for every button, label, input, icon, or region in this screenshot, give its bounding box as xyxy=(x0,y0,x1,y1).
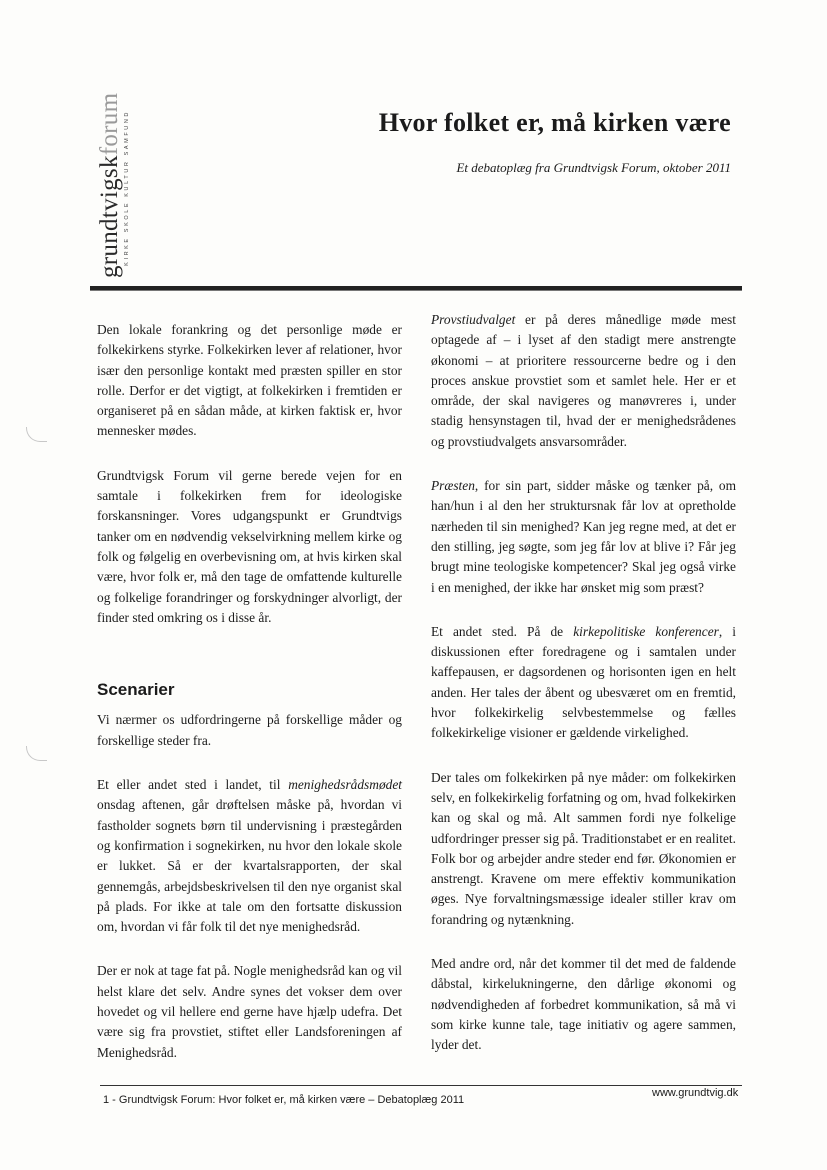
paragraph: Et andet sted. På de kirkepolitiske konferencer, i diskussionen efter foredragene og i samtalen under kaffepausen, er dagsordenen og horisonten igen en helt anden. Her tales der åbent og ubesværet om en fremtid, hvor folkekirkelig selvbestemmelse og fælles folkekirkelige visioner er gældende virkelighed. xyxy=(431,623,736,741)
header-divider xyxy=(90,286,742,291)
paragraph: Præsten, for sin part, sidder måske og tænker på, om han/hun i al den her struktursnak får lov at opretholde nærheden til sin menighed? Kan jeg regne med, at det er den stilling, jeg søgte, som jeg får lov at blive i? Får jeg brugt mine teologiske kompetencer? Skal jeg også virke i en menighed, der ikke har ønsket mig som præst? xyxy=(431,478,736,595)
emphasis-text: Provstiudvalget xyxy=(431,312,516,327)
paragraph: Med andre ord, når det kommer til det med de faldende dåbstal, kirkelukningerne, den dårlige økonomi og nødvendigheden af forbedret kommunikation, så må vi som kirke kunne tale, tage initiativ og agere sammen, lyder det. xyxy=(431,956,736,1053)
logo-wordmark xyxy=(96,92,126,278)
punch-hole-mark xyxy=(26,427,47,442)
paragraph: Vi nærmer os udfordringerne på forskellige måder og forskellige steder fra. xyxy=(97,712,402,748)
paragraph: Grundtvigsk Forum vil gerne berede vejen for en samtale i folkekirken frem for ideologiske forskansninger. Vores udgangspunkt er Grundtvigs tanker om en nødvendig vekselvirkning mellem kirke og folk og følgelig en overbevisning om, at hvis kirken skal være, hvor folk er, må den tage de omfattende kulturelle og folkelige forandringer og forskydninger alvorligt, der finder sted omkring os i disse år. xyxy=(97,467,402,625)
left-column xyxy=(97,320,402,1087)
emphasis-text: kirkepolitiske konferencer xyxy=(573,623,719,639)
emphasis-text: menighedsrådsmødet xyxy=(288,777,402,793)
right-column xyxy=(431,310,736,1080)
paragraph: Den lokale forankring og det personlige møde er folkekirkens styrke. Folkekirken lever af relationer, hvor især den personlige kontakt med præsten spiller en stor rolle. Derfor er det vigtigt, at folkekirken i fremtiden er organiseret på en sådan måde, at kirken faktisk er, hvor mennesker mødes. xyxy=(97,322,402,439)
page-title: Hvor folket er, må kirken være xyxy=(378,108,731,137)
section-heading-scenarier: Scenarier xyxy=(97,680,175,700)
footer-divider xyxy=(100,1085,742,1086)
logo-forum-text: forum xyxy=(96,92,123,156)
paragraph: Der tales om folkekirken på nye måder: om folkekirken selv, en folkekirkelig forfatning og om, hvad folkekirken kan og skal og må. Alt sammen fordi nye folkelige udfordringer presser sig på. Traditionstabet er en realitet. Folk bor og arbejder andre steder end før. Økonomien er anstrengt. Kravene om mere effektiv kommunikation øges. Nye forvaltningsmæssige idealer stiller krav om forandring og nytænkning. xyxy=(431,769,736,927)
emphasis-text: Præsten xyxy=(431,478,475,494)
grundtvigsk-forum-logo xyxy=(96,92,144,278)
page-subtitle: Et debatoplæg fra Grundtvigsk Forum, oktober 2011 xyxy=(456,160,731,175)
paragraph: Der er nok at tage fat på. Nogle menighedsråd kan og vil helst klare det selv. Andre synes det vokser dem over hovedet og vil hellere end gerne have hjælp udefra. Det være sig fra provstiet, stiftet eller Landsforeningen af Menighedsråd. xyxy=(97,963,402,1060)
paragraph: Et eller andet sted i landet, til menighedsrådsmødet onsdag aftenen, går drøftelsen måske på, hvordan vi fastholder sognets børn til undervisning i præstegården og konfirmation i sognekirken, nu hvor den lokale skole er lukket. Så er der kvartalsrapporten, der skal gennemgås, arbejdsbeskrivelsen til den nye organist skal på plads. For ikke at tale om den fortsatte diskussion om, hvordan vi får folk til det nye menighedsråd. xyxy=(97,777,402,935)
logo-main-text: grundtvigsk xyxy=(96,155,123,278)
footer-website: www.grundtvig.dk xyxy=(652,1087,739,1099)
logo-tagline: KIRKE SKOLE KULTUR SAMFUND xyxy=(124,110,130,266)
paragraph: Provstiudvalget er på deres månedlige møde mest optagede af – i lyset af den stadigt mere anstrengte økonomi – at prioritere ressourcerne bedre og i den proces anskue provstiet som et samlet hele. Her er et område, der skal navigeres og manøvreres i, under stadig hensynstagen til, hvad der er menighedsrådenes og provstiudvalgets ansvarsområder. xyxy=(431,312,736,449)
punch-hole-mark xyxy=(26,746,47,761)
footer-page-info: 1 - Grundtvigsk Forum: Hvor folket er, må kirken være – Debatoplæg 2011 xyxy=(103,1094,465,1106)
